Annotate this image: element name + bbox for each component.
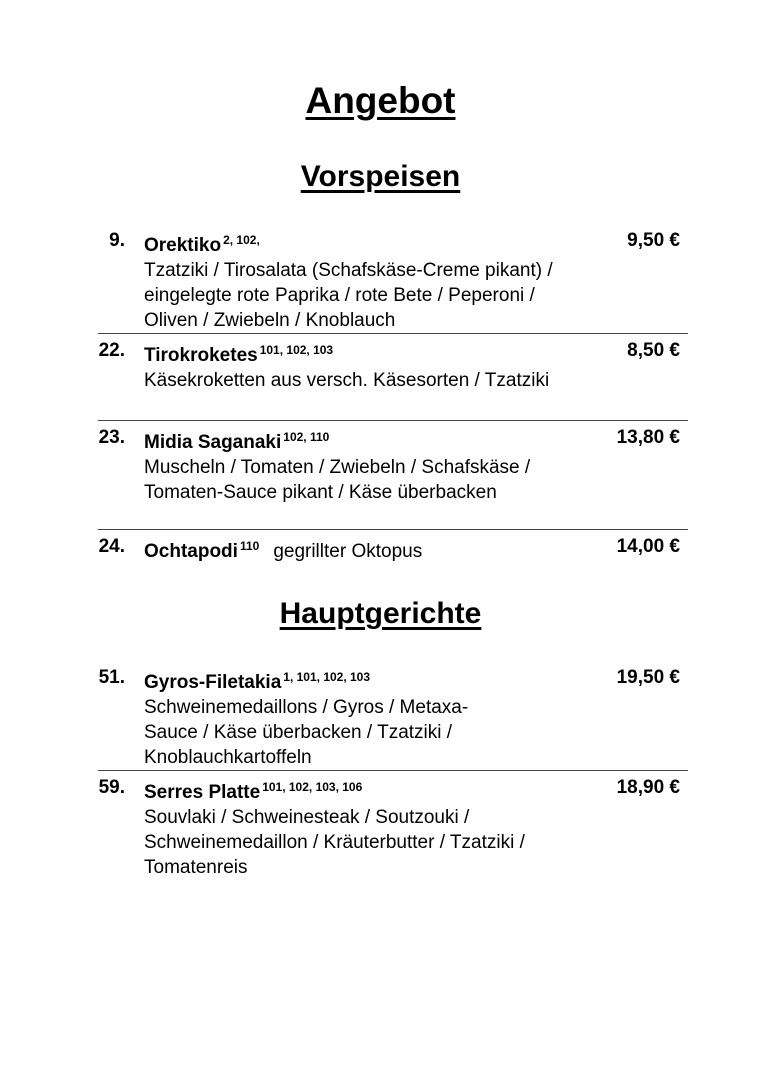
item-description: Käsekroketten aus versch. Käsesorten / Tzatziki: [144, 370, 550, 391]
item-description: gegrillter Oktopus: [273, 541, 423, 562]
section-heading-vorspeisen: Vorspeisen: [300, 160, 461, 193]
menu-item: [98, 333, 688, 391]
item-allergens: 102, 110: [283, 430, 330, 444]
item-name: Gyros-Filetakia: [144, 672, 282, 693]
menu-item: [98, 529, 688, 562]
item-price: 19,50 €: [616, 667, 680, 688]
item-description: Schweinemedaillons / Gyros / Metaxa-Sauce / Käse überbacken / Tzatziki / Knoblauchkartoffeln: [144, 697, 469, 768]
item-content: [144, 534, 614, 564]
item-name: Midia Saganaki: [144, 432, 282, 453]
menu-item: [98, 420, 688, 503]
section-heading-hauptgerichte: Hauptgerichte: [279, 597, 482, 630]
item-number: 51.: [98, 667, 125, 688]
item-content: [144, 665, 504, 770]
item-content: [144, 338, 574, 393]
item-price: 14,00 €: [616, 536, 680, 557]
item-allergens: 101, 102, 103, 106: [262, 780, 363, 794]
item-description: Souvlaki / Schweinesteak / Soutzouki / Schweinemedaillon / Kräuterbutter / Tzatziki / Tomatenreis: [144, 807, 525, 878]
item-allergens: 101, 102, 103: [259, 343, 334, 357]
item-content: [144, 775, 534, 880]
item-description: Tzatziki / Tirosalata (Schafskäse-Creme pikant) / eingelegte rote Paprika / rote Bete / Peperoni / Oliven / Zwiebeln / Knoblauch: [144, 260, 553, 331]
item-name: Serres Platte: [144, 782, 261, 803]
item-number: 23.: [98, 427, 125, 448]
menu-item: [98, 770, 688, 878]
item-number: 59.: [98, 777, 125, 798]
item-number: 9.: [109, 230, 125, 251]
item-content: [144, 228, 574, 333]
item-allergens: 1, 101, 102, 103: [283, 670, 371, 684]
item-name: Tirokroketes: [144, 345, 258, 366]
item-number: 22.: [98, 340, 125, 361]
item-price: 18,90 €: [616, 777, 680, 798]
item-content: [144, 425, 574, 505]
item-name: Orektiko: [144, 235, 222, 256]
item-price: 13,80 €: [616, 427, 680, 448]
item-name: Ochtapodi: [144, 541, 238, 562]
item-price: 9,50 €: [627, 230, 680, 251]
item-number: 24.: [98, 536, 125, 557]
item-allergens: 2, 102,: [223, 233, 260, 247]
item-description: Muscheln / Tomaten / Zwiebeln / Schafskäse / Tomaten-Sauce pikant / Käse überbacken: [144, 457, 531, 503]
item-price: 8,50 €: [627, 340, 680, 361]
page-title: Angebot: [305, 80, 456, 121]
item-allergens: 110: [239, 539, 260, 553]
